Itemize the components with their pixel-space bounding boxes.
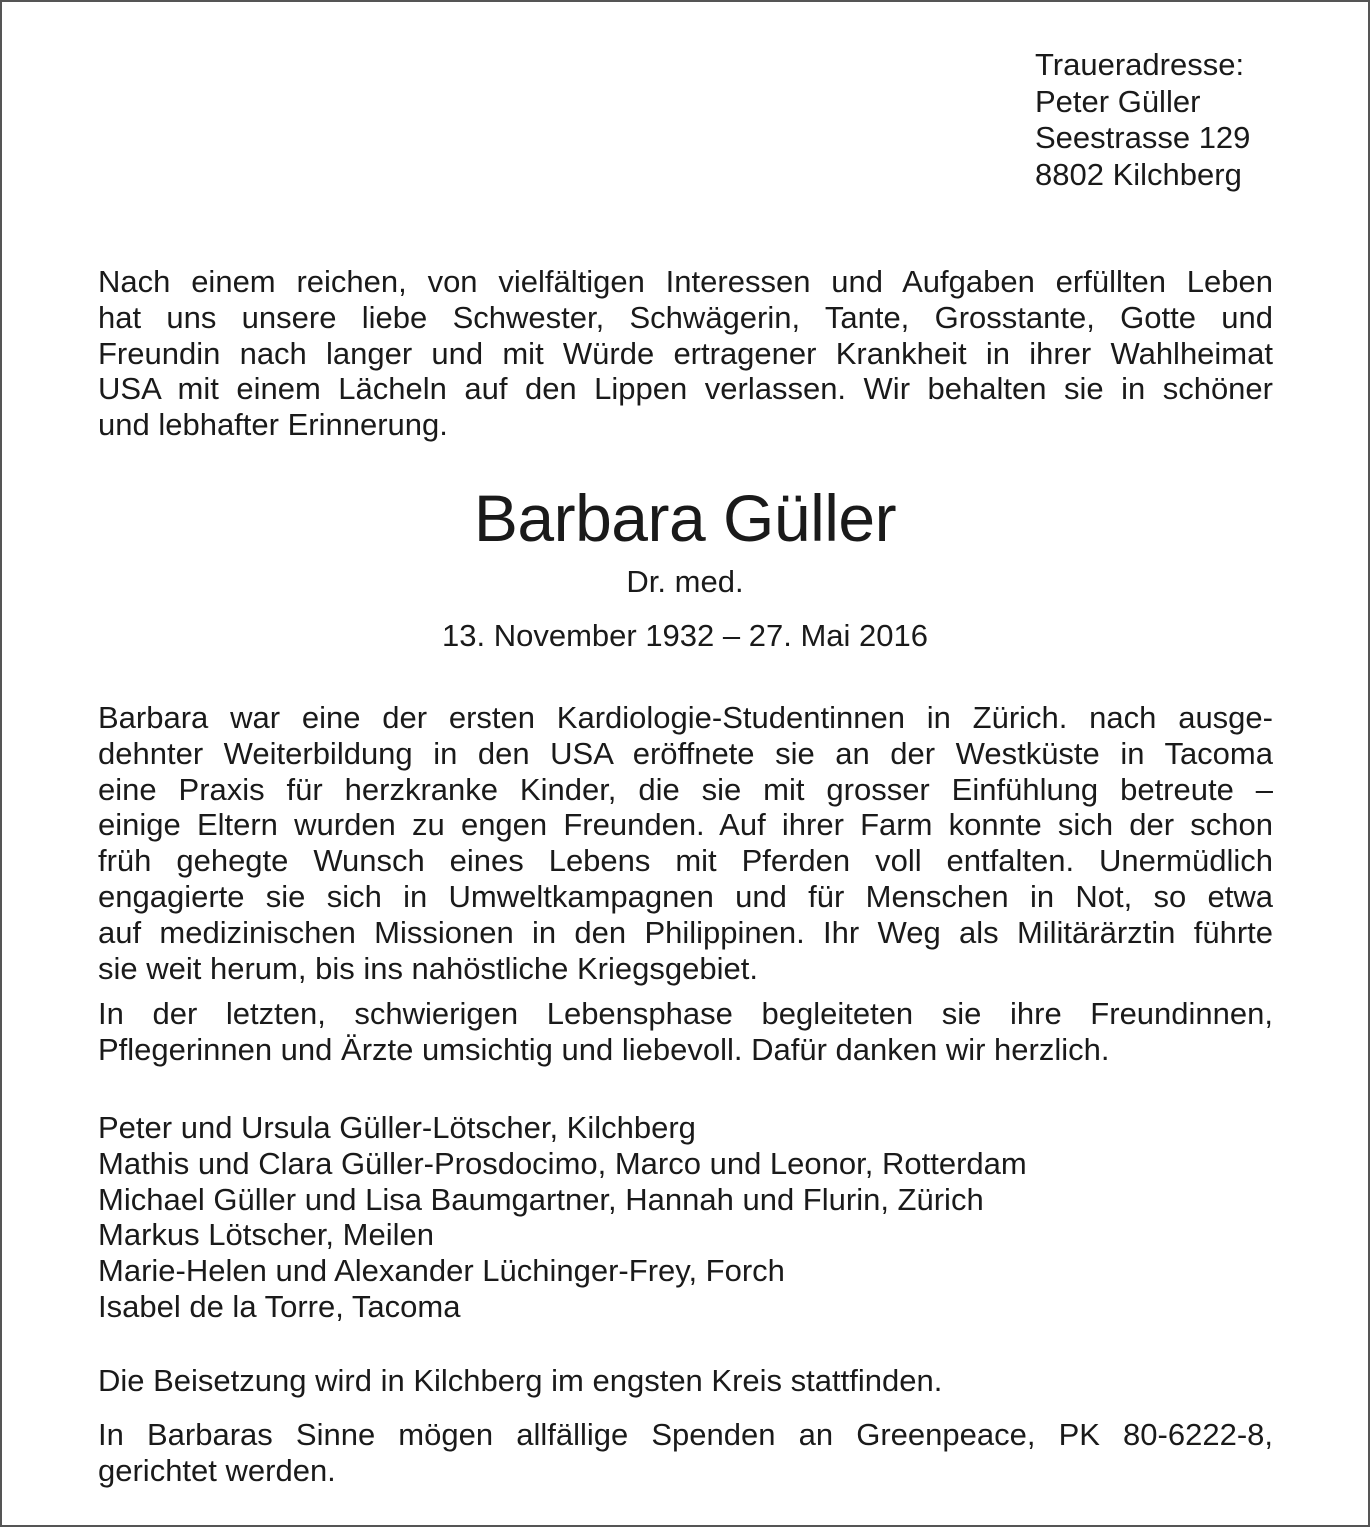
donation-notice (98, 1417, 1273, 1489)
bio-line: Barbara war eine der ersten Kardiologie-Studentinnen in Zürich. nach ausge- (98, 700, 1273, 735)
family-member: Mathis und Clara Güller-Prosdocimo, Marco und Leonor, Rotterdam (98, 1145, 1027, 1181)
deceased-title: Dr. med. (626, 564, 744, 599)
bio-line: früh gehegte Wunsch eines Lebens mit Pferden voll entfalten. Unermüdlich (98, 843, 1273, 879)
donation-line: In Barbaras Sinne mögen allfällige Spenden an Greenpeace, PK 80-6222-8, (98, 1417, 1273, 1452)
intro-paragraph (98, 264, 1273, 443)
address-street: Seestrasse 129 (1035, 120, 1251, 155)
address-label: Traueradresse: (1035, 47, 1245, 82)
family-member: Markus Lötscher, Meilen (98, 1217, 434, 1253)
intro-line: Nach einem reichen, von vielfältigen Interessen und Aufgaben erfüllten Leben (98, 264, 1273, 299)
intro-line: hat uns unsere liebe Schwester, Schwägerin, Tante, Grosstante, Gotte und (98, 299, 1273, 335)
bio-line: sie weit herum, bis ins nahöstliche Kriegsgebiet. (98, 950, 758, 986)
family-member: Michael Güller und Lisa Baumgartner, Hannah und Flurin, Zürich (98, 1181, 984, 1217)
biography-paragraph (98, 700, 1273, 986)
family-member: Marie-Helen und Alexander Lüchinger-Frey, Forch (98, 1253, 785, 1289)
family-member: Peter und Ursula Güller-Lötscher, Kilchberg (98, 1110, 696, 1145)
life-dates: 13. November 1932 – 27. Mai 2016 (442, 618, 928, 653)
funeral-notice: Die Beisetzung wird in Kilchberg im engsten Kreis stattfinden. (98, 1363, 943, 1398)
bio-line: eine Praxis für herzkranke Kinder, die sie mit grosser Einfühlung betreute – (98, 771, 1273, 807)
address-name: Peter Güller (1035, 83, 1201, 119)
deceased-name: Barbara Güller (473, 481, 897, 555)
bio-line: engagierte sie sich in Umweltkampagnen und für Menschen in Not, so etwa (98, 878, 1273, 914)
donation-line: gerichtet werden. (98, 1452, 336, 1488)
bio-line: einige Eltern wurden zu engen Freunden. Auf ihrer Farm konnte sich der schon (98, 807, 1273, 843)
family-list (98, 1110, 1027, 1325)
intro-line: Freundin nach langer und mit Würde ertragener Krankheit in ihrer Wahlheimat (98, 335, 1273, 371)
thanks-line: In der letzten, schwierigen Lebensphase begleiteten sie ihre Freundinnen, (98, 996, 1273, 1031)
bio-line: dehnter Weiterbildung in den USA eröffnete sie an der Westküste in Tacoma (98, 735, 1273, 771)
thanks-line: Pflegerinnen und Ärzte umsichtig und liebevoll. Dafür danken wir herzlich. (98, 1031, 1110, 1067)
family-member: Isabel de la Torre, Tacoma (98, 1288, 461, 1324)
bio-line: auf medizinischen Missionen in den Philippinen. Ihr Weg als Militärärztin führte (98, 914, 1273, 950)
intro-line: und lebhafter Erinnerung. (98, 407, 448, 443)
intro-line: USA mit einem Lächeln auf den Lippen verlassen. Wir behalten sie in schöner (98, 371, 1273, 407)
thanks-paragraph (98, 996, 1273, 1068)
address-city: 8802 Kilchberg (1035, 156, 1242, 192)
mourning-address (1035, 47, 1250, 193)
